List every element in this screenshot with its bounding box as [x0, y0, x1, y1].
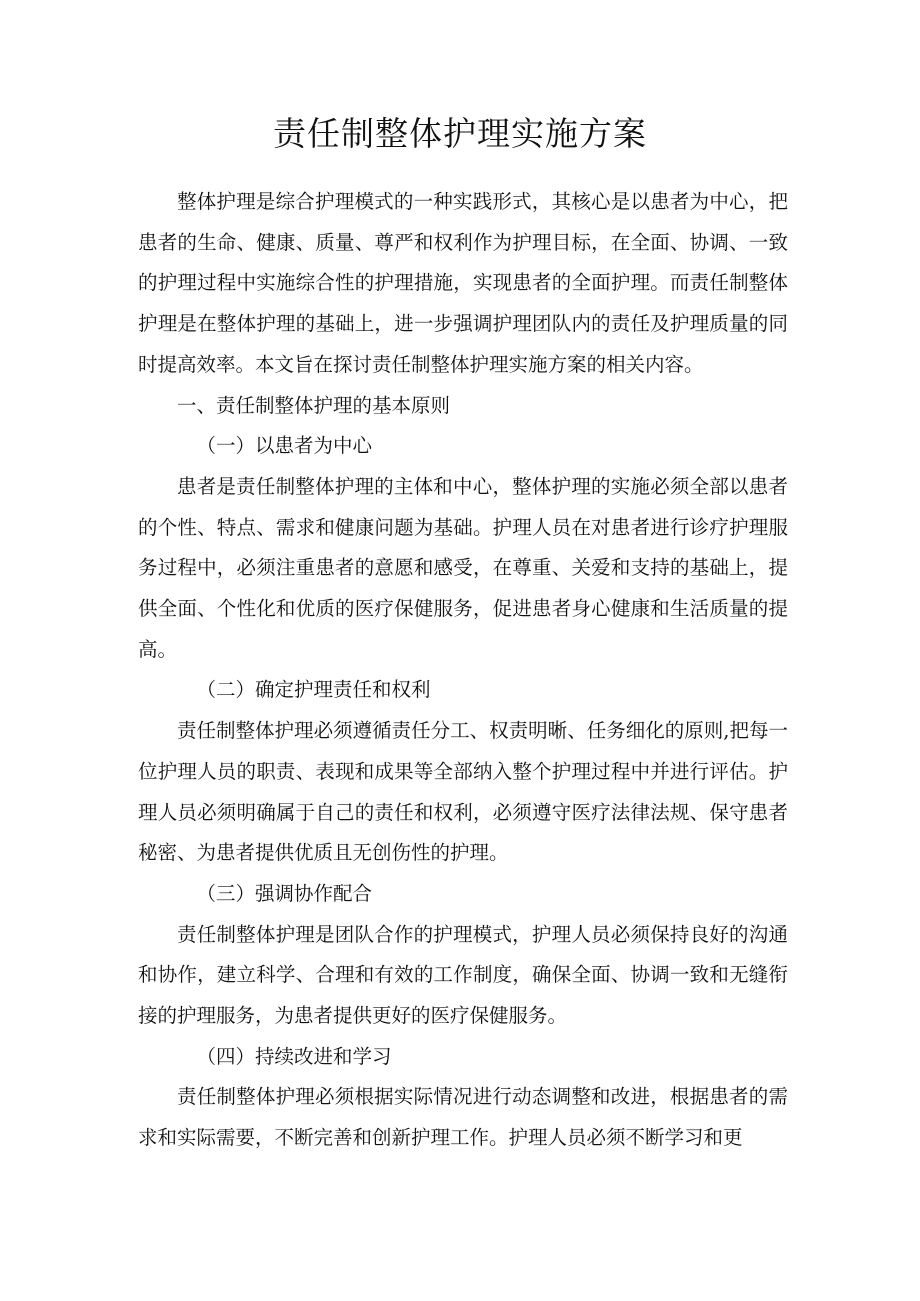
section-heading-principles: 一、责任制整体护理的基本原则 [177, 393, 451, 417]
subsection-heading-responsibility: （二）确定护理责任和权利 [196, 678, 431, 702]
document-body [138, 182, 788, 1159]
intro-paragraph: 整体护理是综合护理模式的一种实践形式，其核心是以患者为中心，把患者的生命、健康、质量、尊严和权利作为护理目标，在全面、协调、一致的护理过程中实施综合性的护理措施，实现患者的全面护理。而责任制整体护理是在整体护理的基础上，进一步强调护理团队内的责任及护理质量的同时提高效率。本文旨在探讨责任制整体护理实施方案的相关内容。 [138, 190, 788, 376]
subsection-heading-collaboration: （三）强调协作配合 [196, 881, 373, 905]
subsection-heading-improvement: （四）持续改进和学习 [196, 1044, 392, 1068]
subsection-paragraph-collaboration: 责任制整体护理是团队合作的护理模式，护理人员必须保持良好的沟通和协作，建立科学、合理和有效的工作制度，确保全面、协调一致和无缝衔接的护理服务，为患者提供更好的医疗保健服务。 [138, 922, 788, 1028]
subsection-heading-patient-centered: （一）以患者为中心 [196, 434, 373, 458]
subsection-paragraph-improvement: 责任制整体护理必须根据实际情况进行动态调整和改进，根据患者的需求和实际需要，不断完善和创新护理工作。护理人员必须不断学习和更 [138, 1085, 788, 1150]
subsection-paragraph-patient-centered: 患者是责任制整体护理的主体和中心，整体护理的实施必须全部以患者的个性、特点、需求和健康问题为基础。护理人员在对患者进行诊疗护理服务过程中，必须注重患者的意愿和感受，在尊重、关爱和支持的基础上，提供全面、个性化和优质的医疗保健服务，促进患者身心健康和生活质量的提高。 [138, 474, 788, 661]
subsection-paragraph-responsibility: 责任制整体护理必须遵循责任分工、权责明晰、任务细化的原则,把每一位护理人员的职责、表现和成果等全部纳入整个护理过程中并进行评估。护理人员必须明确属于自己的责任和权利，必须遵守医疗法律法规、保守患者秘密、为患者提供优质且无创伤性的护理。 [138, 719, 788, 865]
document-title: 责任制整体护理实施方案 [273, 114, 647, 153]
